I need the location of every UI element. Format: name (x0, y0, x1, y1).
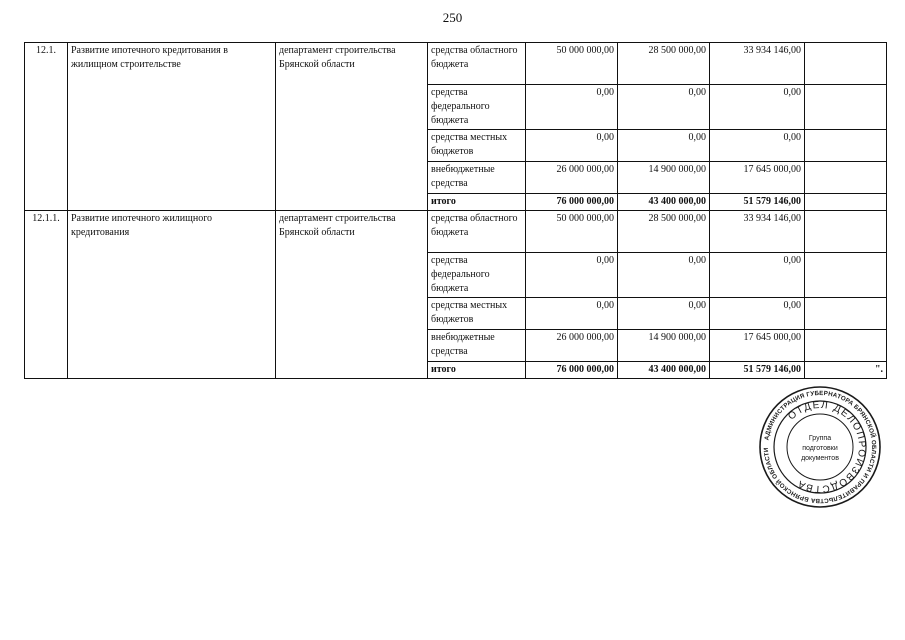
stamp-center-line: подготовки (802, 445, 838, 452)
funding-source: средства местных бюджетов (428, 130, 526, 162)
extra-cell: ". (805, 362, 887, 379)
funding-source: итого (428, 362, 526, 379)
amount-cell: 51 579 146,00 (710, 362, 805, 379)
extra-cell (805, 298, 887, 330)
amount-cell: 76 000 000,00 (526, 194, 618, 211)
office-stamp (758, 385, 882, 509)
funding-source: средства областного бюджета (428, 211, 526, 253)
funding-source: внебюджетные средства (428, 162, 526, 194)
amount-cell: 0,00 (618, 85, 710, 130)
amount-cell: 33 934 146,00 (710, 43, 805, 85)
amount-cell: 51 579 146,00 (710, 194, 805, 211)
amount-cell: 50 000 000,00 (526, 43, 618, 85)
table-row (25, 43, 887, 85)
amount-cell: 17 645 000,00 (710, 330, 805, 362)
item-code: 12.1. (25, 43, 68, 211)
amount-cell: 0,00 (710, 298, 805, 330)
stamp-center-line: документов (801, 455, 839, 462)
amount-cell: 14 900 000,00 (618, 162, 710, 194)
amount-cell: 17 645 000,00 (710, 162, 805, 194)
stamp-inner-text: ОТДЕЛ ДЕЛОПРОИЗВОДСТВА (786, 399, 868, 495)
extra-cell (805, 194, 887, 211)
item-name: Развитие ипотечного жилищного кредитования (68, 211, 276, 379)
amount-cell: 0,00 (526, 130, 618, 162)
extra-cell (805, 211, 887, 253)
stamp-outer-text: АДМИНИСТРАЦИЯ ГУБЕРНАТОРА БРЯНСКОЙ ОБЛАСТИ И ПРАВИТЕЛЬСТВА БРЯНСКОЙ ОБЛАСТИ (762, 389, 878, 505)
amount-cell: 28 500 000,00 (618, 211, 710, 253)
extra-cell (805, 130, 887, 162)
item-executor: департамент строительства Брянской области (276, 211, 428, 379)
funding-source: итого (428, 194, 526, 211)
funding-source: средства областного бюджета (428, 43, 526, 85)
amount-cell: 43 400 000,00 (618, 194, 710, 211)
item-code: 12.1.1. (25, 211, 68, 379)
item-name: Развитие ипотечного кредитования в жилищном строительстве (68, 43, 276, 211)
funding-source: средства федерального бюджета (428, 253, 526, 298)
amount-cell: 33 934 146,00 (710, 211, 805, 253)
extra-cell (805, 330, 887, 362)
amount-cell: 50 000 000,00 (526, 211, 618, 253)
amount-cell: 26 000 000,00 (526, 162, 618, 194)
amount-cell: 0,00 (526, 253, 618, 298)
amount-cell: 76 000 000,00 (526, 362, 618, 379)
amount-cell: 28 500 000,00 (618, 43, 710, 85)
page-number: 250 (442, 10, 463, 25)
amount-cell: 0,00 (526, 298, 618, 330)
funding-source: средства местных бюджетов (428, 298, 526, 330)
amount-cell: 14 900 000,00 (618, 330, 710, 362)
amount-cell: 0,00 (710, 253, 805, 298)
table-row (25, 211, 887, 253)
amount-cell: 43 400 000,00 (618, 362, 710, 379)
item-executor: департамент строительства Брянской области (276, 43, 428, 211)
amount-cell: 0,00 (618, 298, 710, 330)
funding-table (24, 42, 887, 379)
extra-cell (805, 253, 887, 298)
stamp-center-line: Группа (808, 435, 832, 442)
amount-cell: 0,00 (710, 130, 805, 162)
extra-cell (805, 85, 887, 130)
amount-cell: 0,00 (710, 85, 805, 130)
extra-cell (805, 43, 887, 85)
funding-source: средства федерального бюджета (428, 85, 526, 130)
amount-cell: 0,00 (618, 253, 710, 298)
funding-source: внебюджетные средства (428, 330, 526, 362)
amount-cell: 26 000 000,00 (526, 330, 618, 362)
amount-cell: 0,00 (526, 85, 618, 130)
extra-cell (805, 162, 887, 194)
amount-cell: 0,00 (618, 130, 710, 162)
